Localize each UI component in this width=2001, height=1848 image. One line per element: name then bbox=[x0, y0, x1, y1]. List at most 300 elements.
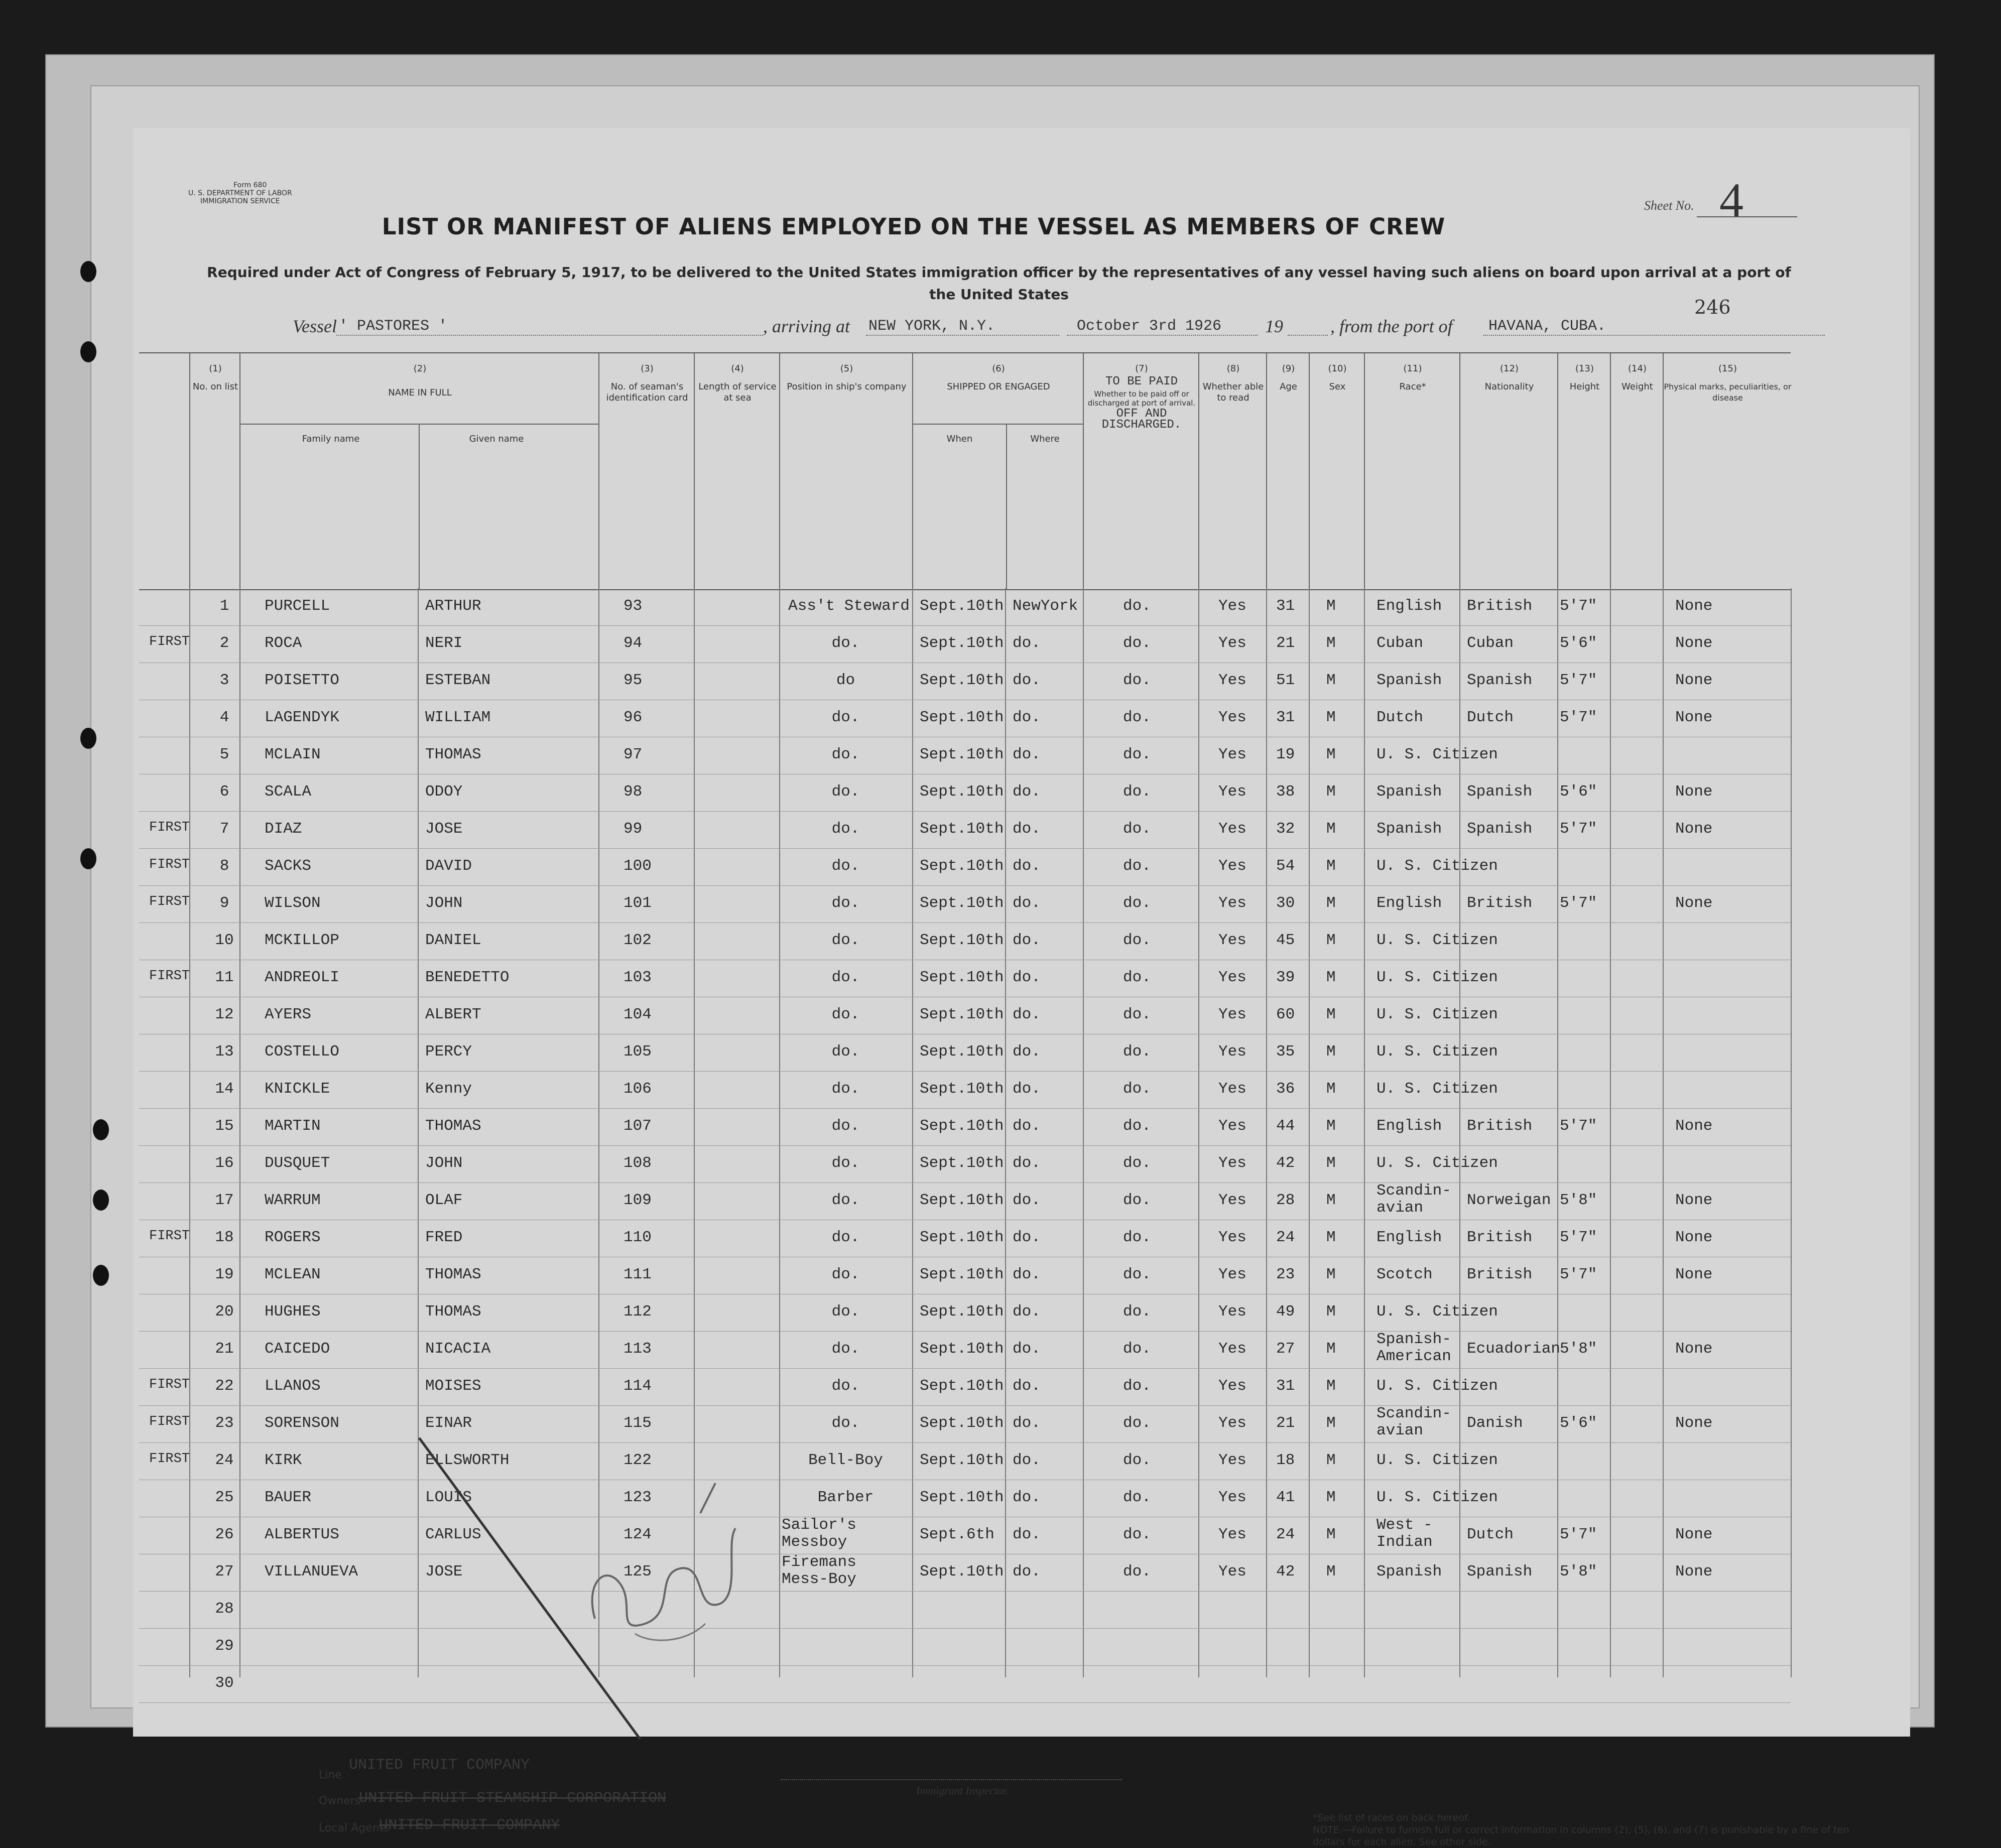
header-paid: (7) TO BE PAID Whether to be paid off or discharged at port of arrival. OFF AND DISCHARGED. bbox=[1083, 353, 1199, 589]
owners-value: UNITED FRUIT STEAMSHIP CORPORATION bbox=[359, 1790, 667, 1807]
cell-paid: do. bbox=[1123, 1340, 1151, 1358]
cell-family: MCKILLOP bbox=[265, 932, 339, 949]
cell-sex: M bbox=[1326, 709, 1336, 726]
table-row bbox=[139, 1145, 1791, 1183]
cell-nationality: Spanish bbox=[1467, 672, 1533, 689]
cell-family: POISETTO bbox=[265, 672, 339, 689]
cell-age: 27 bbox=[1276, 1340, 1295, 1358]
cell-height: 5'7" bbox=[1560, 1526, 1597, 1543]
cell-when: Sept.10th bbox=[920, 709, 1004, 726]
vessel-name: ' PASTORES ' bbox=[339, 318, 448, 335]
cell-sex: M bbox=[1326, 1080, 1336, 1098]
cell-read: Yes bbox=[1218, 1154, 1246, 1172]
cell-when: Sept.10th bbox=[920, 1303, 1004, 1321]
cell-card: 115 bbox=[623, 1414, 652, 1432]
cell-given: THOMAS bbox=[425, 1266, 481, 1283]
cell-race: U. S. Citizen bbox=[1377, 1303, 1498, 1321]
cell-age: 54 bbox=[1276, 857, 1295, 875]
cell-given: FRED bbox=[425, 1229, 463, 1246]
cell-read: Yes bbox=[1218, 1526, 1246, 1543]
cell-marks: None bbox=[1675, 820, 1713, 838]
cell-given: NICACIA bbox=[425, 1340, 491, 1358]
cell-age: 24 bbox=[1276, 1526, 1295, 1543]
cell-given: NERI bbox=[425, 634, 463, 652]
year-label: 19 bbox=[1265, 316, 1283, 336]
cell-height: 5'6" bbox=[1560, 783, 1597, 801]
cell-card: 112 bbox=[623, 1303, 652, 1321]
cell-when: Sept.10th bbox=[920, 783, 1004, 801]
cell-paid: do. bbox=[1123, 709, 1151, 726]
cell-position: do. bbox=[831, 783, 860, 801]
cell-nationality: Cuban bbox=[1467, 634, 1514, 652]
cell-family: CAICEDO bbox=[265, 1340, 330, 1358]
from-label: , from the port of bbox=[1330, 316, 1453, 336]
cell-no: 14 bbox=[215, 1080, 234, 1098]
cell-paid: do. bbox=[1123, 1526, 1151, 1543]
manifest-sheet bbox=[133, 128, 1910, 1847]
cell-mark: FIRST bbox=[149, 820, 190, 835]
service: IMMIGRATION SERVICE bbox=[200, 197, 280, 205]
punch-hole bbox=[80, 341, 96, 362]
table-row bbox=[139, 848, 1791, 886]
cell-sex: M bbox=[1326, 783, 1336, 801]
cell-card: 111 bbox=[623, 1266, 652, 1283]
cell-paid: do. bbox=[1123, 1080, 1151, 1098]
header-marks: (15) Physical marks, peculiarities, or disease bbox=[1663, 353, 1792, 589]
cell-when: Sept.10th bbox=[920, 1563, 1004, 1580]
cell-race: Spanish bbox=[1377, 672, 1442, 689]
cell-race: Spanish bbox=[1377, 1563, 1442, 1580]
cell-race: Scandin- avian bbox=[1377, 1405, 1451, 1439]
table-row bbox=[139, 1257, 1791, 1294]
cell-where: do. bbox=[1013, 634, 1041, 652]
cell-position: do. bbox=[831, 1340, 860, 1358]
cell-sex: M bbox=[1326, 1451, 1336, 1469]
cell-height: 5'7" bbox=[1560, 709, 1597, 726]
cell-position: do. bbox=[831, 1006, 860, 1023]
cell-age: 42 bbox=[1276, 1563, 1295, 1580]
table-row bbox=[139, 922, 1791, 960]
cell-marks: None bbox=[1675, 1192, 1713, 1209]
cell-when: Sept.10th bbox=[920, 1006, 1004, 1023]
cell-read: Yes bbox=[1218, 1563, 1246, 1580]
table-row bbox=[139, 625, 1791, 663]
cell-read: Yes bbox=[1218, 1489, 1246, 1506]
cell-card: 100 bbox=[623, 857, 652, 875]
cell-given: ARTHUR bbox=[425, 597, 481, 615]
cell-given: JOSE bbox=[425, 1563, 463, 1580]
cell-card: 98 bbox=[623, 783, 643, 801]
table-row bbox=[139, 1034, 1791, 1072]
cell-family: BAUER bbox=[265, 1489, 312, 1506]
cell-height: 5'6" bbox=[1560, 634, 1597, 652]
cell-height: 5'7" bbox=[1560, 1229, 1597, 1246]
header-family-name: Family name bbox=[302, 434, 360, 444]
cell-given: PERCY bbox=[425, 1043, 472, 1061]
cell-given: THOMAS bbox=[425, 746, 481, 763]
cell-paid: do. bbox=[1123, 894, 1151, 912]
cell-marks: None bbox=[1675, 1340, 1713, 1358]
header-age: (9) Age bbox=[1266, 353, 1310, 589]
cell-sex: M bbox=[1326, 1563, 1336, 1580]
cell-where: do. bbox=[1013, 969, 1041, 986]
cell-card: 122 bbox=[623, 1451, 652, 1469]
cell-no: 13 bbox=[215, 1043, 234, 1061]
cell-no: 19 bbox=[215, 1266, 234, 1283]
punch-hole bbox=[93, 1119, 109, 1140]
cell-when: Sept.10th bbox=[920, 672, 1004, 689]
column-rule bbox=[1791, 588, 1792, 1677]
cell-family: MCLAIN bbox=[265, 746, 321, 763]
header-no: (1) No. on list bbox=[189, 353, 240, 589]
cell-given: JOHN bbox=[425, 1154, 463, 1172]
cell-marks: None bbox=[1675, 1414, 1713, 1432]
cell-position: do. bbox=[831, 932, 860, 949]
cell-paid: do. bbox=[1123, 820, 1151, 838]
header-margin bbox=[139, 353, 189, 589]
cell-height: 5'8" bbox=[1560, 1192, 1597, 1209]
cell-where: do. bbox=[1013, 746, 1041, 763]
cell-mark: FIRST bbox=[149, 1414, 190, 1429]
cell-family: SACKS bbox=[265, 857, 312, 875]
cell-given: ELLSWORTH bbox=[425, 1451, 510, 1469]
cell-no: 30 bbox=[215, 1674, 234, 1692]
cell-sex: M bbox=[1326, 1526, 1336, 1543]
table-row bbox=[139, 737, 1791, 774]
penalty-note: NOTE.—Failure to furnish full or correct information in columns (2), (5), (6), and (7) is punishable by a fine of ten dollars for each alien. See other side. bbox=[1313, 1824, 1849, 1847]
cell-where: do. bbox=[1013, 1563, 1041, 1580]
cell-no: 15 bbox=[215, 1117, 234, 1135]
cell-where: do. bbox=[1013, 932, 1041, 949]
cell-when: Sept.10th bbox=[920, 1192, 1004, 1209]
cell-card: 107 bbox=[623, 1117, 652, 1135]
cell-card: 105 bbox=[623, 1043, 652, 1061]
cell-paid: do. bbox=[1123, 857, 1151, 875]
header-weight: (14) Weight bbox=[1610, 353, 1664, 589]
cell-family: ANDREOLI bbox=[265, 969, 339, 986]
arriving-label: , arriving at bbox=[763, 316, 850, 336]
cell-given: DAVID bbox=[425, 857, 472, 875]
cell-position: do. bbox=[831, 1266, 860, 1283]
cell-card: 124 bbox=[623, 1526, 652, 1543]
cell-read: Yes bbox=[1218, 1340, 1246, 1358]
cell-no: 21 bbox=[215, 1340, 234, 1358]
cell-position: do. bbox=[831, 709, 860, 726]
cell-paid: do. bbox=[1123, 746, 1151, 763]
cell-no: 6 bbox=[219, 783, 229, 801]
sheet-no-value: 4 bbox=[1719, 173, 1743, 227]
agents-label: Local Agents bbox=[319, 1822, 390, 1834]
cell-given: DANIEL bbox=[425, 932, 481, 949]
cell-read: Yes bbox=[1218, 1192, 1246, 1209]
table-header bbox=[139, 352, 1791, 590]
cell-card: 97 bbox=[623, 746, 643, 763]
cell-position: do. bbox=[831, 1043, 860, 1061]
cell-no: 4 bbox=[219, 709, 229, 726]
cell-race: West - Indian bbox=[1377, 1516, 1433, 1551]
cell-nationality: Spanish bbox=[1467, 783, 1533, 801]
header-where: Where bbox=[1030, 434, 1060, 444]
cell-paid: do. bbox=[1123, 1266, 1151, 1283]
cell-age: 19 bbox=[1276, 746, 1295, 763]
cell-card: 96 bbox=[623, 709, 643, 726]
cell-card: 102 bbox=[623, 932, 652, 949]
cell-where: do. bbox=[1013, 1266, 1041, 1283]
cell-no: 10 bbox=[215, 932, 234, 949]
cell-no: 23 bbox=[215, 1414, 234, 1432]
cell-given: OLAF bbox=[425, 1192, 463, 1209]
cell-no: 20 bbox=[215, 1303, 234, 1321]
cell-card: 109 bbox=[623, 1192, 652, 1209]
cell-when: Sept.6th bbox=[920, 1526, 994, 1543]
cell-given: EINAR bbox=[425, 1414, 472, 1432]
cell-sex: M bbox=[1326, 1154, 1336, 1172]
cell-position: Bell-Boy bbox=[808, 1451, 883, 1469]
cell-paid: do. bbox=[1123, 1192, 1151, 1209]
cell-read: Yes bbox=[1218, 969, 1246, 986]
cell-race: Scotch bbox=[1377, 1266, 1433, 1283]
header-given-name: Given name bbox=[469, 434, 524, 444]
cell-read: Yes bbox=[1218, 932, 1246, 949]
table-row bbox=[139, 1517, 1791, 1554]
table-row bbox=[139, 1108, 1791, 1146]
cell-nationality: Dutch bbox=[1467, 709, 1514, 726]
cell-position: do. bbox=[831, 1303, 860, 1321]
cell-sex: M bbox=[1326, 1043, 1336, 1061]
cell-when: Sept.10th bbox=[920, 1043, 1004, 1061]
cell-paid: do. bbox=[1123, 1489, 1151, 1506]
cell-when: Sept.10th bbox=[920, 634, 1004, 652]
cell-nationality: Spanish bbox=[1467, 1563, 1533, 1580]
cell-sex: M bbox=[1326, 597, 1336, 615]
cell-where: do. bbox=[1013, 1080, 1041, 1098]
cell-sex: M bbox=[1326, 672, 1336, 689]
cell-position: do. bbox=[831, 1414, 860, 1432]
cell-age: 51 bbox=[1276, 672, 1295, 689]
cell-no: 18 bbox=[215, 1229, 234, 1246]
cancel-stroke bbox=[414, 1433, 645, 1744]
cell-where: do. bbox=[1013, 1229, 1041, 1246]
cell-height: 5'6" bbox=[1560, 1414, 1597, 1432]
cell-paid: do. bbox=[1123, 1377, 1151, 1395]
cell-paid: do. bbox=[1123, 1563, 1151, 1580]
cell-position: Sailor's Messboy bbox=[782, 1516, 856, 1551]
cell-race: U. S. Citizen bbox=[1377, 932, 1498, 949]
cell-read: Yes bbox=[1218, 820, 1246, 838]
cell-card: 113 bbox=[623, 1340, 652, 1358]
table-row bbox=[139, 1405, 1791, 1443]
cell-nationality: British bbox=[1467, 894, 1533, 912]
cell-marks: None bbox=[1675, 1563, 1713, 1580]
cell-marks: None bbox=[1675, 597, 1713, 615]
header-nationality: (12) Nationality bbox=[1459, 353, 1558, 589]
notes bbox=[1313, 1812, 1865, 1848]
cell-family: LLANOS bbox=[265, 1377, 321, 1395]
cell-when: Sept.10th bbox=[920, 1451, 1004, 1469]
cell-card: 95 bbox=[623, 672, 643, 689]
cell-where: NewYork bbox=[1013, 597, 1078, 615]
table-row bbox=[139, 997, 1791, 1034]
cell-given: BENEDETTO bbox=[425, 969, 510, 986]
cell-family: SORENSON bbox=[265, 1414, 339, 1432]
cell-family: ROCA bbox=[265, 634, 302, 652]
cell-card: 110 bbox=[623, 1229, 652, 1246]
cell-age: 49 bbox=[1276, 1303, 1295, 1321]
cell-race: U. S. Citizen bbox=[1377, 746, 1498, 763]
cell-race: English bbox=[1377, 597, 1442, 615]
cell-read: Yes bbox=[1218, 1006, 1246, 1023]
cell-where: do. bbox=[1013, 1414, 1041, 1432]
cell-race: U. S. Citizen bbox=[1377, 1377, 1498, 1395]
cell-mark: FIRST bbox=[149, 1377, 190, 1392]
cell-position: do. bbox=[831, 857, 860, 875]
cell-nationality: British bbox=[1467, 1266, 1533, 1283]
cell-family: COSTELLO bbox=[265, 1043, 339, 1061]
cell-race: U. S. Citizen bbox=[1377, 1154, 1498, 1172]
table-row bbox=[139, 1665, 1791, 1703]
cell-race: U. S. Citizen bbox=[1377, 1006, 1498, 1023]
cell-read: Yes bbox=[1218, 672, 1246, 689]
cell-when: Sept.10th bbox=[920, 1377, 1004, 1395]
crew-table bbox=[139, 588, 1791, 1692]
header-card: (3) No. of seaman's identification card bbox=[598, 353, 695, 589]
cell-age: 18 bbox=[1276, 1451, 1295, 1469]
cell-no: 11 bbox=[215, 969, 234, 986]
cell-position: do. bbox=[831, 634, 860, 652]
cell-mark: FIRST bbox=[149, 1229, 190, 1244]
cell-position: do. bbox=[831, 1117, 860, 1135]
cell-position: do. bbox=[831, 894, 860, 912]
cell-given: THOMAS bbox=[425, 1303, 481, 1321]
punch-hole bbox=[93, 1265, 109, 1286]
cell-age: 31 bbox=[1276, 597, 1295, 615]
cell-read: Yes bbox=[1218, 894, 1246, 912]
cell-sex: M bbox=[1326, 1414, 1336, 1432]
cell-family: ALBERTUS bbox=[265, 1526, 339, 1543]
cell-nationality: Norweigan bbox=[1467, 1192, 1551, 1209]
cell-race: Spanish bbox=[1377, 783, 1442, 801]
race-note: *See list of races on back hereof. bbox=[1313, 1812, 1470, 1823]
cell-age: 39 bbox=[1276, 969, 1295, 986]
page-title: LIST OR MANIFEST OF ALIENS EMPLOYED ON THE VESSEL AS MEMBERS OF CREW bbox=[382, 213, 1446, 240]
cell-sex: M bbox=[1326, 634, 1336, 652]
cell-family: SCALA bbox=[265, 783, 312, 801]
cell-no: 9 bbox=[219, 894, 229, 912]
cell-when: Sept.10th bbox=[920, 857, 1004, 875]
cell-race: Cuban bbox=[1377, 634, 1424, 652]
cell-height: 5'7" bbox=[1560, 820, 1597, 838]
cell-nationality: Spanish bbox=[1467, 820, 1533, 838]
cell-given: Kenny bbox=[425, 1080, 472, 1098]
cell-age: 30 bbox=[1276, 894, 1295, 912]
cell-race: Spanish bbox=[1377, 820, 1442, 838]
cell-card: 106 bbox=[623, 1080, 652, 1098]
cell-marks: None bbox=[1675, 783, 1713, 801]
cell-card: 103 bbox=[623, 969, 652, 986]
cell-paid: do. bbox=[1123, 969, 1151, 986]
cell-paid: do. bbox=[1123, 672, 1151, 689]
cell-read: Yes bbox=[1218, 1377, 1246, 1395]
cell-where: do. bbox=[1013, 672, 1041, 689]
cell-height: 5'8" bbox=[1560, 1563, 1597, 1580]
cell-paid: do. bbox=[1123, 1117, 1151, 1135]
cell-when: Sept.10th bbox=[920, 820, 1004, 838]
cell-given: WILLIAM bbox=[425, 709, 491, 726]
cell-marks: None bbox=[1675, 1117, 1713, 1135]
cell-race: U. S. Citizen bbox=[1377, 969, 1498, 986]
cell-given: ESTEBAN bbox=[425, 672, 491, 689]
inspector-label: Immigrant Inspector. bbox=[916, 1784, 1009, 1797]
cell-marks: None bbox=[1675, 1266, 1713, 1283]
cell-read: Yes bbox=[1218, 857, 1246, 875]
header-when: When bbox=[946, 434, 973, 444]
table-row bbox=[139, 960, 1791, 997]
cell-when: Sept.10th bbox=[920, 1414, 1004, 1432]
header-sex: (10) Sex bbox=[1309, 353, 1365, 589]
cell-read: Yes bbox=[1218, 1043, 1246, 1061]
table-row bbox=[139, 1331, 1791, 1369]
cell-age: 21 bbox=[1276, 1414, 1295, 1432]
cell-marks: None bbox=[1675, 709, 1713, 726]
cell-age: 28 bbox=[1276, 1192, 1295, 1209]
table-row bbox=[139, 1368, 1791, 1406]
cell-age: 60 bbox=[1276, 1006, 1295, 1023]
cell-nationality: British bbox=[1467, 1229, 1533, 1246]
form-identifier bbox=[188, 181, 292, 205]
cell-position: do. bbox=[831, 969, 860, 986]
cell-height: 5'7" bbox=[1560, 1117, 1597, 1135]
header-shipped: (6) SHIPPED OR ENGAGED When Where bbox=[912, 353, 1084, 589]
cell-where: do. bbox=[1013, 1340, 1041, 1358]
cell-no: 17 bbox=[215, 1192, 234, 1209]
cell-sex: M bbox=[1326, 969, 1336, 986]
cell-when: Sept.10th bbox=[920, 894, 1004, 912]
cell-card: 104 bbox=[623, 1006, 652, 1023]
agents-value: UNITED FRUIT COMPANY bbox=[379, 1817, 560, 1834]
cell-no: 5 bbox=[219, 746, 229, 763]
cell-sex: M bbox=[1326, 746, 1336, 763]
table-row bbox=[139, 1182, 1791, 1220]
cell-sex: M bbox=[1326, 1192, 1336, 1209]
line-value: UNITED FRUIT COMPANY bbox=[349, 1757, 530, 1774]
cell-position: Barber bbox=[817, 1489, 874, 1506]
cell-marks: None bbox=[1675, 894, 1713, 912]
cell-no: 29 bbox=[215, 1637, 234, 1655]
cell-position: do. bbox=[831, 1229, 860, 1246]
cell-marks: None bbox=[1675, 1526, 1713, 1543]
cell-family: MARTIN bbox=[265, 1117, 321, 1135]
cell-paid: do. bbox=[1123, 1303, 1151, 1321]
cell-position: do. bbox=[831, 820, 860, 838]
cell-when: Sept.10th bbox=[920, 1229, 1004, 1246]
form-number: Form 680 bbox=[233, 181, 267, 189]
cell-where: do. bbox=[1013, 857, 1041, 875]
cell-position: Ass't Steward bbox=[788, 597, 910, 615]
cell-position: do bbox=[836, 672, 855, 689]
cell-nationality: British bbox=[1467, 597, 1533, 615]
cell-no: 24 bbox=[215, 1451, 234, 1469]
cell-no: 2 bbox=[219, 634, 229, 652]
cell-family: MCLEAN bbox=[265, 1266, 321, 1283]
cell-family: HUGHES bbox=[265, 1303, 321, 1321]
cell-card: 123 bbox=[623, 1489, 652, 1506]
cell-mark: FIRST bbox=[149, 634, 190, 649]
punch-hole bbox=[80, 728, 96, 749]
cell-age: 24 bbox=[1276, 1229, 1295, 1246]
cell-no: 27 bbox=[215, 1563, 234, 1580]
cell-read: Yes bbox=[1218, 634, 1246, 652]
cell-no: 3 bbox=[219, 672, 229, 689]
